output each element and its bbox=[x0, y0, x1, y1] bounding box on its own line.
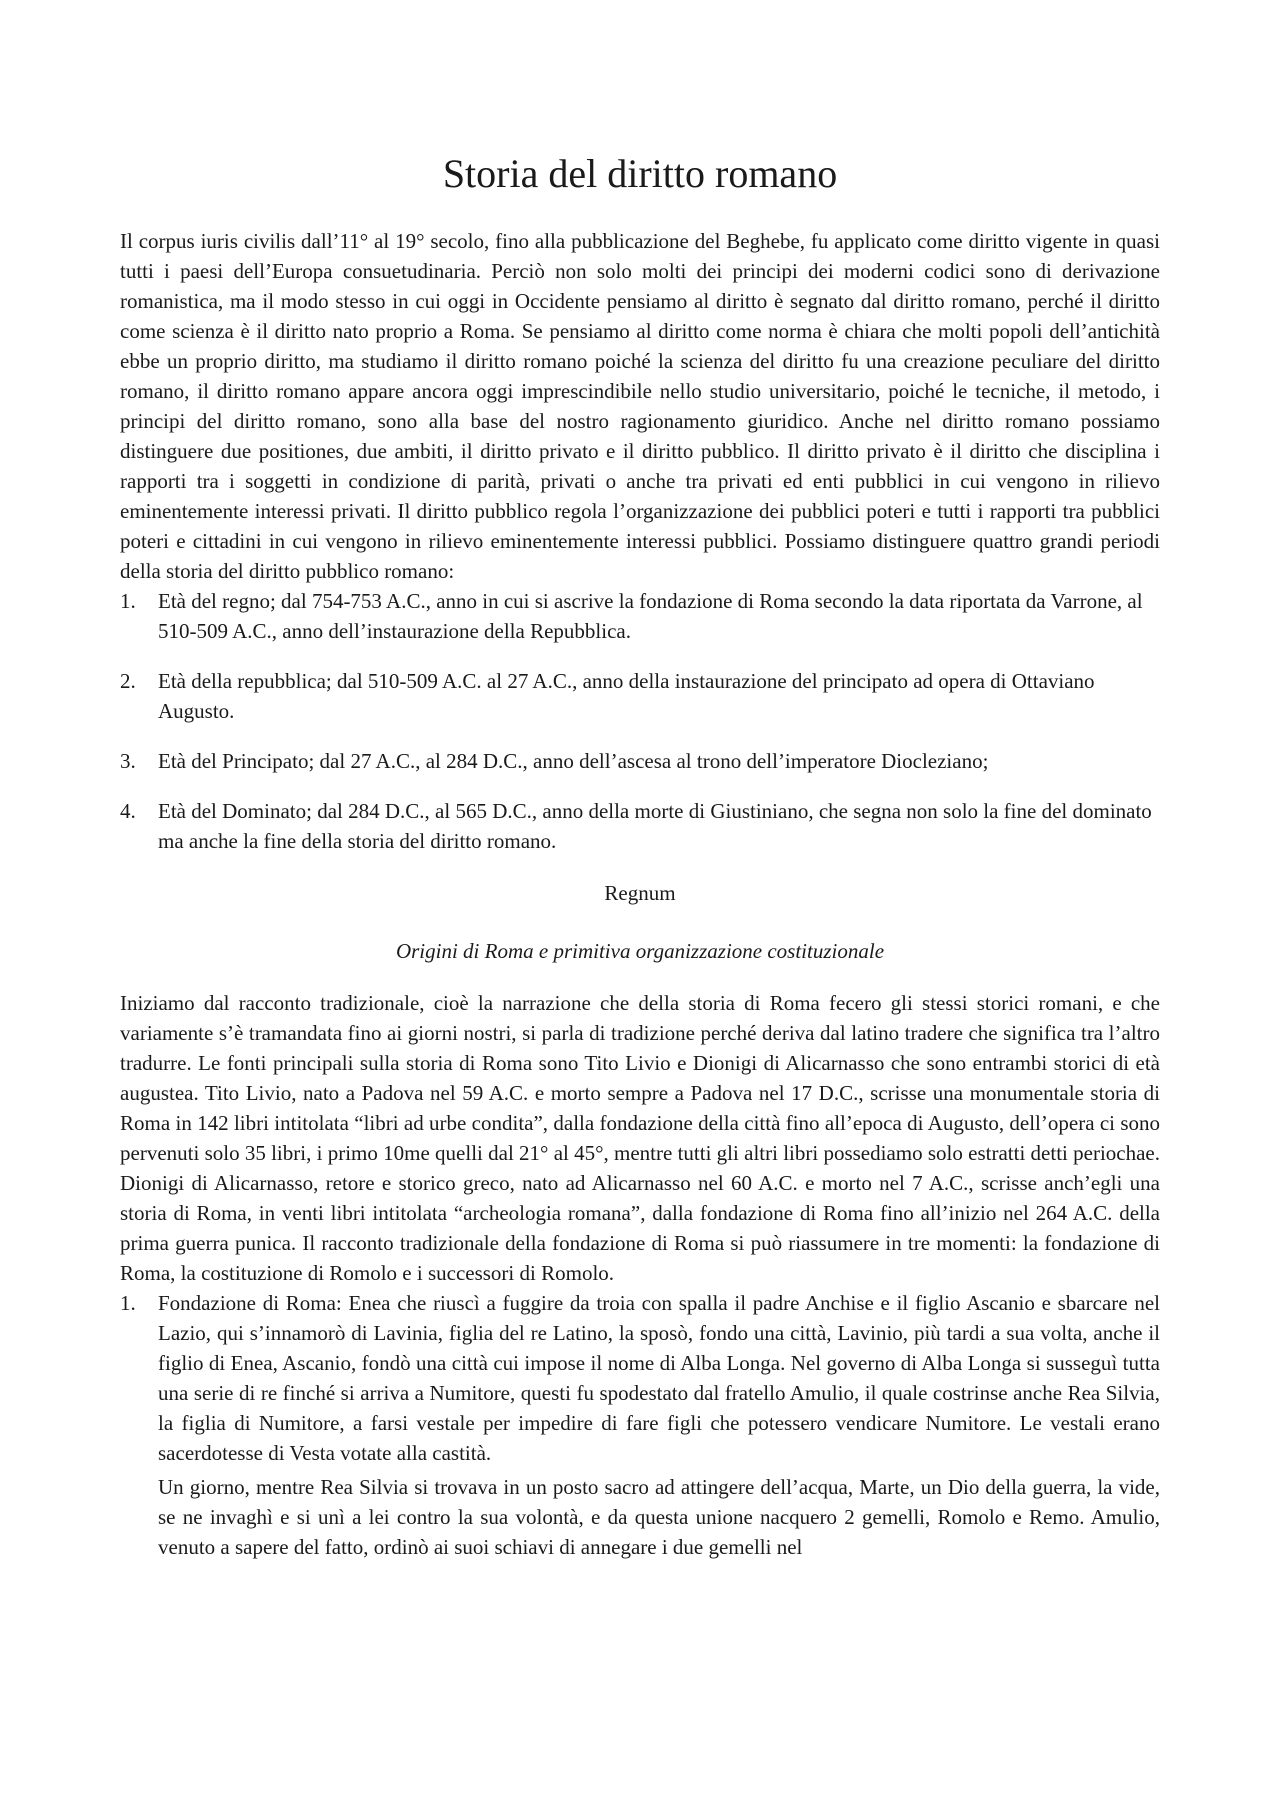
body-paragraph: Iniziamo dal racconto tradizionale, cioè la narrazione che della storia di Roma fecero gli stessi storici romani, e che variamente s’è tramandata fino ai giorni nostri, si parla di tradizione perché deriva dal latino tradere che significa tra l’altro tradurre. Le fonti principali sulla storia di Roma sono Tito Livio e Dionigi di Alicarnasso che sono entrambi storici di età augustea. Tito Livio, nato a Padova nel 59 A.C. e morto sempre a Padova nel 17 D.C., scrisse una monumentale storia di Roma in 142 libri intitolata “libri ad urbe condita”, dalla fondazione della città fino all’epoca di Augusto, dell’opera ci sono pervenuti solo 35 libri, i primo 10me quelli dal 21° al 45°, mentre tutti gli altri libri possediamo solo estratti detti periochae. Dionigi di Alicarnasso, retore e storico greco, nato ad Alicarnasso nel 60 A.C. e morto nel 7 A.C., scrisse anch’egli una storia di Roma, in venti libri intitolata “archeologia romana”, dalla fondazione di Roma fino all’inizio nel 264 A.C. della prima guerra punica. Il racconto tradizionale della fondazione di Roma si può riassumere in tre momenti: la fondazione di Roma, la costituzione di Romolo e i successori di Romolo. bbox=[120, 991, 1160, 1285]
founding-list bbox=[120, 1288, 1160, 1562]
list-number: 1. bbox=[120, 1291, 136, 1315]
periods-list bbox=[120, 586, 1160, 856]
list-item bbox=[120, 746, 1160, 776]
list-number: 3. bbox=[120, 749, 136, 773]
list-item-text: Età del regno; dal 754-753 A.C., anno in cui si ascrive la fondazione di Roma secondo la data riportata da Varrone, al 510-509 A.C., anno dell’instaurazione della Repubblica. bbox=[158, 589, 1143, 643]
section-heading: Regnum bbox=[604, 881, 676, 905]
list-item-body bbox=[158, 1288, 1160, 1562]
list-item-text: Fondazione di Roma: Enea che riuscì a fuggire da troia con spalla il padre Anchise e il figlio Ascanio e sbarcare nel Lazio, qui s’innamorò di Lavinia, figlia del re Latino, la sposò, fondo una città, Lavinio, più tardi a sua volta, anche il figlio di Enea, Ascanio, fondò una città cui impose il nome di Alba Longa. Nel governo di Alba Longa si susseguì tutta una serie di re finché si arriva a Numitore, questi fu spodestato dal fratello Amulio, il quale costrinse anche Rea Silvia, la figlia di Numitore, a farsi vestale per impedire di fare figli che potessero vendicare Numitore. Le vestali erano sacerdotesse di Vesta votate alla castità. bbox=[158, 1291, 1160, 1465]
list-item-text: Età del Principato; dal 27 A.C., al 284 D.C., anno dell’ascesa al trono dell’imperatore Diocleziano; bbox=[158, 749, 989, 773]
list-item-text: Età del Dominato; dal 284 D.C., al 565 D.C., anno della morte di Giustiniano, che segna non solo la fine del dominato ma anche la fine della storia del diritto romano. bbox=[158, 799, 1152, 853]
list-number: 1. bbox=[120, 589, 136, 613]
list-item-text: Età della repubblica; dal 510-509 A.C. al 27 A.C., anno della instaurazione del principato ad opera di Ottaviano Augusto. bbox=[158, 669, 1095, 723]
list-item bbox=[120, 796, 1160, 856]
list-item bbox=[120, 586, 1160, 646]
list-item-text-continued: Un giorno, mentre Rea Silvia si trovava in un posto sacro ad attingere dell’acqua, Marte, un Dio della guerra, la vide, se ne invaghì e si unì a lei contro la sua volontà, e da questa unione nacquero 2 gemelli, Romolo e Remo. Amulio, venuto a sapere del fatto, ordinò ai suoi schiavi di annegare i due gemelli nel bbox=[158, 1475, 1160, 1559]
list-number: 4. bbox=[120, 799, 136, 823]
page-title: Storia del diritto romano bbox=[442, 151, 838, 196]
list-number: 2. bbox=[120, 669, 136, 693]
section-subheading: Origini di Roma e primitiva organizzazione costituzionale bbox=[395, 939, 885, 963]
intro-paragraph: Il corpus iuris civilis dall’11° al 19° secolo, fino alla pubblicazione del Beghebe, fu applicato come diritto vigente in quasi tutti i paesi dell’Europa consuetudinaria. Perciò non solo molti dei principi dei moderni codici sono di derivazione romanistica, ma il modo stesso in cui oggi in Occidente pensiamo al diritto è segnato dal diritto romano, perché il diritto come scienza è il diritto nato proprio a Roma. Se pensiamo al diritto come norma è chiara che molti popoli dell’antichità ebbe un proprio diritto, ma studiamo il diritto romano poiché la scienza del diritto fu una creazione peculiare del diritto romano, il diritto romano appare ancora oggi imprescindibile nello studio universitario, poiché le tecniche, il metodo, i principi del diritto romano, sono alla base del nostro ragionamento giuridico. Anche nel diritto romano possiamo distinguere due positiones, due ambiti, il diritto privato e il diritto pubblico. Il diritto privato è il diritto che disciplina i rapporti tra i soggetti in condizione di parità, privati o anche tra privati ed enti pubblici in cui vengono in rilievo eminentemente interessi privati. Il diritto pubblico regola l’organizzazione dei pubblici poteri e tutti i rapporti tra pubblici poteri e cittadini in cui vengono in rilievo eminentemente interessi pubblici. Possiamo distinguere quattro grandi periodi della storia del diritto pubblico romano: bbox=[120, 229, 1160, 583]
list-item bbox=[120, 1288, 1160, 1562]
list-item bbox=[120, 666, 1160, 726]
